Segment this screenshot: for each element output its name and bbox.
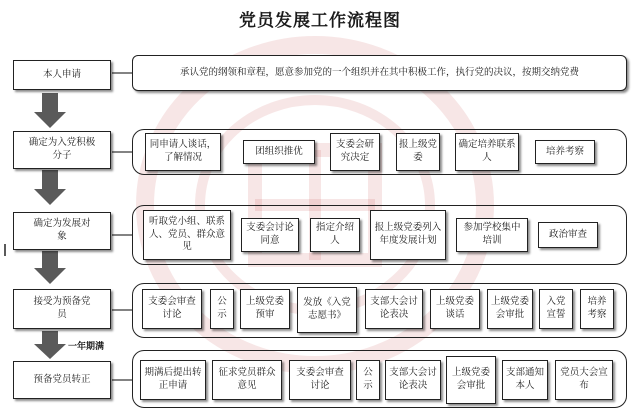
step-box	[539, 289, 573, 329]
step-box	[289, 360, 351, 400]
step-box	[143, 210, 231, 260]
step-text: 报上级党委列入年度发展计划	[374, 222, 442, 246]
step-box	[212, 360, 282, 400]
step-text: 上级党委会审批	[490, 296, 529, 320]
step-box	[140, 360, 206, 400]
step-text: 上级党委会审批	[451, 367, 490, 391]
step-box	[538, 222, 598, 248]
transition-note: 一年期满	[68, 342, 105, 352]
down-arrow-icon	[34, 331, 66, 359]
step-box	[210, 289, 234, 329]
step-text: 支委会研究决定	[335, 139, 374, 163]
step-text: 确定培养联系人	[458, 139, 516, 163]
step-box	[385, 360, 441, 400]
down-arrow-icon	[34, 170, 66, 205]
step-box	[145, 133, 221, 171]
step-text: 听取党小组、联系人、党员、群众意见	[148, 215, 225, 253]
step-text: 培养考察	[587, 296, 607, 320]
stage-candidate	[13, 212, 111, 250]
step-text: 政治审查	[548, 228, 587, 240]
step-box	[430, 289, 480, 329]
step-box	[240, 289, 290, 329]
step-text: 同申请人谈话，了解情况	[149, 139, 217, 163]
step-box	[330, 133, 380, 171]
stage-self-apply	[13, 60, 111, 90]
step-box	[455, 133, 519, 171]
step-text: 支部通知本人	[505, 367, 544, 391]
step-box	[356, 360, 380, 400]
step-text: 支委会审查讨论	[296, 367, 344, 391]
step-text: 支部大会讨论表决	[370, 296, 418, 320]
step-text: 公示	[363, 367, 373, 391]
stage-label: 确定为发展对象	[33, 218, 91, 242]
step-text: 参加学校集中培训	[463, 222, 521, 246]
down-arrow-icon	[34, 93, 66, 128]
step-box	[580, 289, 614, 329]
step-text: 期满后提出转正申请	[144, 367, 202, 391]
stage-label: 接受为预备党员	[33, 296, 91, 320]
step-box	[310, 218, 360, 252]
down-arrow-icon	[34, 251, 66, 284]
step-text: 征求党员群众意见	[218, 367, 276, 391]
step-box	[487, 289, 533, 329]
step-text: 团组织推优	[255, 145, 303, 157]
step-box	[370, 210, 446, 260]
step-text: 上级党委预审	[245, 296, 284, 320]
step-box	[132, 55, 627, 91]
step-box	[396, 133, 440, 171]
step-text: 支委会讨论同意	[246, 222, 294, 246]
stage-probationary	[13, 289, 111, 329]
step-box	[446, 356, 496, 404]
stage-label: 本人申请	[42, 68, 81, 80]
step-box	[297, 287, 357, 333]
step-text: 发放《入党志愿书》	[303, 297, 351, 321]
step-text: 支委会审查讨论	[148, 296, 196, 320]
step-text: 入党宣誓	[546, 296, 566, 320]
step-text: 承认党的纲领和章程，愿意参加党的一个组织并在其中积极工作，执行党的决议，按期交纳党费	[179, 67, 579, 79]
step-text: 党员大会宣布	[560, 367, 608, 391]
step-text: 培养考察	[545, 145, 584, 157]
step-box	[142, 289, 202, 329]
step-box	[365, 289, 423, 329]
page-title: 党员发展工作流程图	[239, 11, 401, 31]
step-box	[243, 140, 315, 164]
step-text: 指定介绍人	[315, 222, 354, 246]
step-box	[535, 140, 595, 164]
step-text: 报上级党委	[399, 139, 438, 163]
step-box	[555, 360, 613, 400]
step-text: 上级党委谈话	[435, 296, 474, 320]
stage-activist	[13, 131, 111, 169]
step-box	[502, 360, 548, 400]
step-box	[241, 218, 299, 252]
stage-label: 确定为入党积极分子	[28, 137, 96, 161]
stage-label: 预备党员转正	[33, 373, 91, 385]
step-text: 支部大会讨论表决	[389, 367, 437, 391]
stage-full-member	[13, 361, 111, 399]
step-box	[456, 218, 528, 252]
step-text: 公示	[217, 296, 227, 320]
